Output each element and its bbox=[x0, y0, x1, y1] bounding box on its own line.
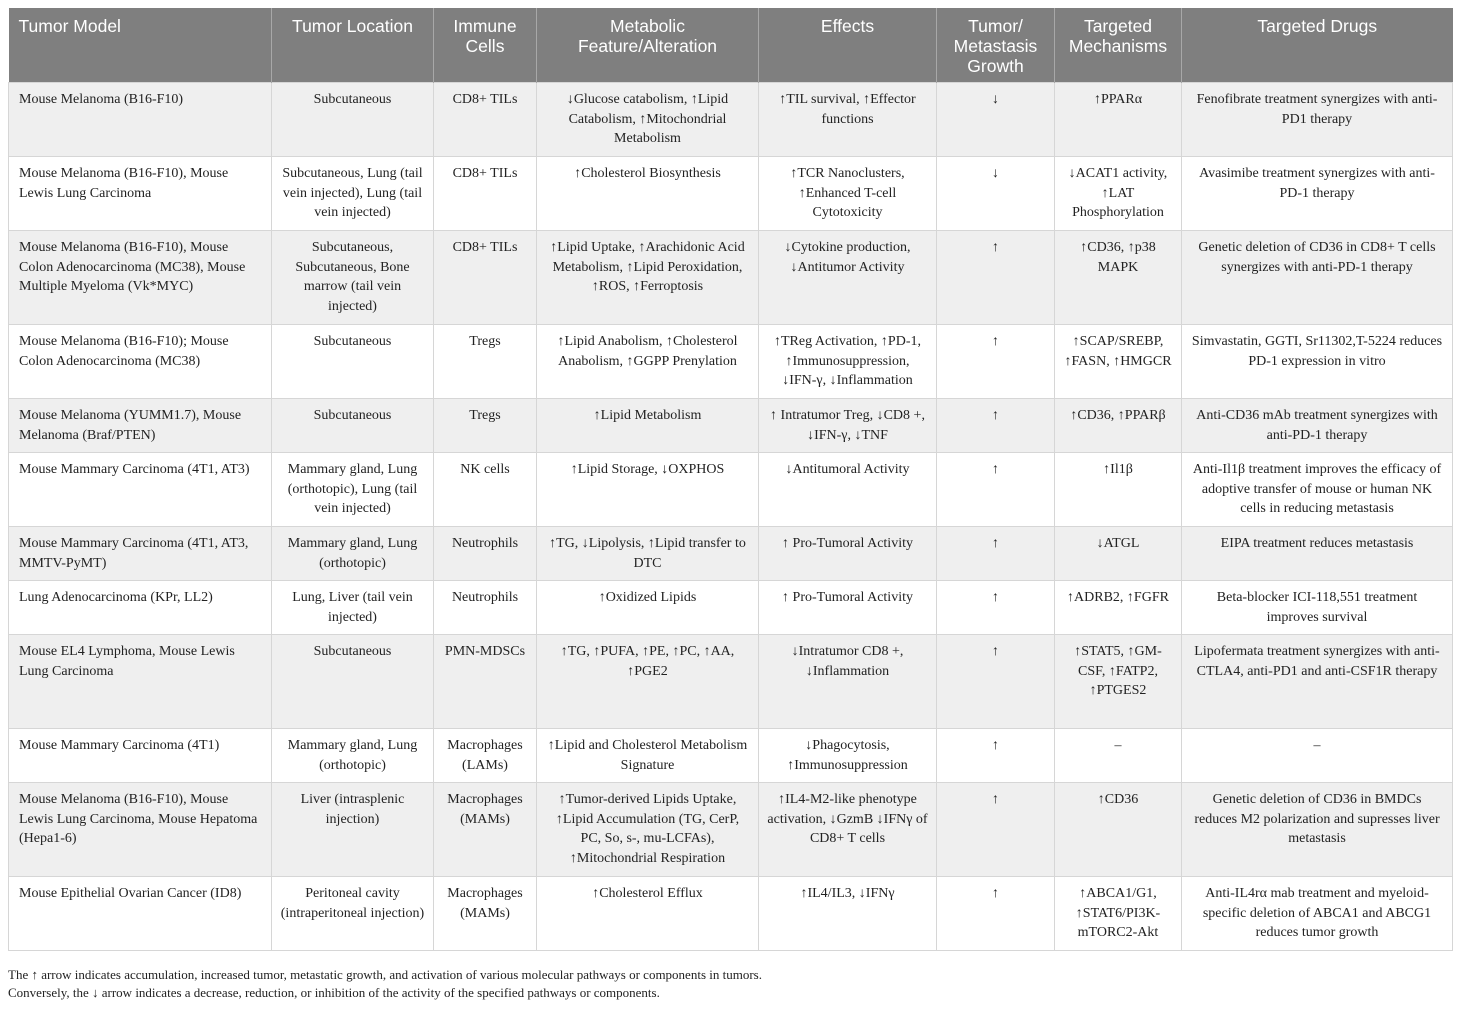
cell-drugs: Avasimibe treatment synergizes with anti-PD-1 therapy bbox=[1182, 157, 1453, 231]
header-growth: Tumor/ Metastasis Growth bbox=[937, 8, 1055, 83]
cell-cells: Macrophages (LAMs) bbox=[434, 729, 537, 783]
cell-effects: ↑IL4-M2-like phenotype activation, ↓GzmB ↓IFNγ of CD8+ T cells bbox=[759, 783, 937, 877]
cell-cells: Neutrophils bbox=[434, 527, 537, 581]
header-immune-cells: Immune Cells bbox=[434, 8, 537, 83]
cell-metabolic: ↑TG, ↓Lipolysis, ↑Lipid transfer to DTC bbox=[537, 527, 759, 581]
cell-mechanisms: ↑PPARα bbox=[1055, 83, 1182, 157]
table-row bbox=[9, 453, 1453, 527]
cell-drugs: Simvastatin, GGTI, Sr11302,T-5224 reduces PD-1 expression in vitro bbox=[1182, 325, 1453, 399]
cell-drugs: EIPA treatment reduces metastasis bbox=[1182, 527, 1453, 581]
cell-effects: ↓Phagocytosis, ↑Immunosuppression bbox=[759, 729, 937, 783]
table-row bbox=[9, 635, 1453, 729]
header-tumor-location: Tumor Location bbox=[272, 8, 434, 83]
cell-effects: ↑ Pro-Tumoral Activity bbox=[759, 581, 937, 635]
cell-metabolic: ↑Lipid and Cholesterol Metabolism Signature bbox=[537, 729, 759, 783]
table-row bbox=[9, 325, 1453, 399]
cell-metabolic: ↑Lipid Anabolism, ↑Cholesterol Anabolism, ↑GGPP Prenylation bbox=[537, 325, 759, 399]
table-row bbox=[9, 157, 1453, 231]
cell-growth: ↑ bbox=[937, 527, 1055, 581]
cell-mechanisms: – bbox=[1055, 729, 1182, 783]
cell-location: Subcutaneous, Subcutaneous, Bone marrow (tail vein injected) bbox=[272, 231, 434, 325]
cell-drugs: Genetic deletion of CD36 in BMDCs reduces M2 polarization and supresses liver metastasis bbox=[1182, 783, 1453, 877]
cell-growth: ↓ bbox=[937, 83, 1055, 157]
cell-effects: ↑ Intratumor Treg, ↓CD8 +, ↓IFN-γ, ↓TNF bbox=[759, 399, 937, 453]
cell-mechanisms: ↑SCAP/SREBP, ↑FASN, ↑HMGCR bbox=[1055, 325, 1182, 399]
cell-mechanisms: ↑ADRB2, ↑FGFR bbox=[1055, 581, 1182, 635]
cell-effects: ↑IL4/IL3, ↓IFNγ bbox=[759, 877, 937, 951]
cell-effects: ↓Cytokine production, ↓Antitumor Activity bbox=[759, 231, 937, 325]
cell-location: Subcutaneous bbox=[272, 83, 434, 157]
cell-effects: ↑TIL survival, ↑Effector functions bbox=[759, 83, 937, 157]
cell-model: Mouse Mammary Carcinoma (4T1, AT3, MMTV-PyMT) bbox=[9, 527, 272, 581]
cell-metabolic: ↓Glucose catabolism, ↑Lipid Catabolism, ↑Mitochondrial Metabolism bbox=[537, 83, 759, 157]
cell-growth: ↑ bbox=[937, 399, 1055, 453]
footnote-line-1: The ↑ arrow indicates accumulation, increased tumor, metastatic growth, and activation of various molecular pathways or components in tumors. bbox=[8, 967, 762, 982]
cell-effects: ↑TCR Nanoclusters, ↑Enhanced T-cell Cytotoxicity bbox=[759, 157, 937, 231]
cell-mechanisms: ↑CD36, ↑p38 MAPK bbox=[1055, 231, 1182, 325]
table-row bbox=[9, 729, 1453, 783]
cell-cells: CD8+ TILs bbox=[434, 231, 537, 325]
footnote-line-2: Conversely, the ↓ arrow indicates a decrease, reduction, or inhibition of the activity of the specified pathways or components. bbox=[8, 985, 660, 1000]
cell-mechanisms: ↑ABCA1/G1, ↑STAT6/PI3K-mTORC2-Akt bbox=[1055, 877, 1182, 951]
table-row bbox=[9, 231, 1453, 325]
header-targeted-drugs: Targeted Drugs bbox=[1182, 8, 1453, 83]
header-metabolic-feature: Metabolic Feature/Alteration bbox=[537, 8, 759, 83]
cell-metabolic: ↑Lipid Storage, ↓OXPHOS bbox=[537, 453, 759, 527]
cell-growth: ↑ bbox=[937, 783, 1055, 877]
cell-drugs: Anti-IL4rα mab treatment and myeloid-specific deletion of ABCA1 and ABCG1 reduces tumor growth bbox=[1182, 877, 1453, 951]
cell-growth: ↑ bbox=[937, 635, 1055, 729]
cell-model: Mouse Melanoma (B16-F10), Mouse Lewis Lung Carcinoma bbox=[9, 157, 272, 231]
cell-drugs: Fenofibrate treatment synergizes with anti-PD1 therapy bbox=[1182, 83, 1453, 157]
cell-model: Mouse Melanoma (B16-F10), Mouse Colon Adenocarcinoma (MC38), Mouse Multiple Myeloma (Vk*MYC) bbox=[9, 231, 272, 325]
cell-location: Lung, Liver (tail vein injected) bbox=[272, 581, 434, 635]
table-container bbox=[8, 8, 1452, 951]
cell-location: Subcutaneous, Lung (tail vein injected), Lung (tail vein injected) bbox=[272, 157, 434, 231]
header-row bbox=[9, 8, 1453, 83]
table-row bbox=[9, 83, 1453, 157]
cell-cells: Macrophages (MAMs) bbox=[434, 783, 537, 877]
cell-drugs: Lipofermata treatment synergizes with anti-CTLA4, anti-PD1 and anti-CSF1R therapy bbox=[1182, 635, 1453, 729]
table-row bbox=[9, 783, 1453, 877]
cell-metabolic: ↑Lipid Uptake, ↑Arachidonic Acid Metabolism, ↑Lipid Peroxidation, ↑ROS, ↑Ferroptosis bbox=[537, 231, 759, 325]
cell-location: Mammary gland, Lung (orthotopic) bbox=[272, 527, 434, 581]
cell-mechanisms: ↓ATGL bbox=[1055, 527, 1182, 581]
cell-drugs: Beta-blocker ICI-118,551 treatment improves survival bbox=[1182, 581, 1453, 635]
cell-mechanisms: ↑STAT5, ↑GM-CSF, ↑FATP2, ↑PTGES2 bbox=[1055, 635, 1182, 729]
cell-cells: NK cells bbox=[434, 453, 537, 527]
cell-growth: ↑ bbox=[937, 231, 1055, 325]
cell-growth: ↑ bbox=[937, 729, 1055, 783]
cell-metabolic: ↑Tumor-derived Lipids Uptake, ↑Lipid Accumulation (TG, CerP, PC, So, s-, mu-LCFAs), ↑Mitochondrial Respiration bbox=[537, 783, 759, 877]
cell-cells: Macrophages (MAMs) bbox=[434, 877, 537, 951]
header-effects: Effects bbox=[759, 8, 937, 83]
cell-model: Mouse Melanoma (YUMM1.7), Mouse Melanoma (Braf/PTEN) bbox=[9, 399, 272, 453]
cell-cells: Tregs bbox=[434, 399, 537, 453]
cell-drugs: Anti-CD36 mAb treatment synergizes with anti-PD-1 therapy bbox=[1182, 399, 1453, 453]
cell-metabolic: ↑Oxidized Lipids bbox=[537, 581, 759, 635]
cell-metabolic: ↑TG, ↑PUFA, ↑PE, ↑PC, ↑AA, ↑PGE2 bbox=[537, 635, 759, 729]
cell-growth: ↑ bbox=[937, 325, 1055, 399]
tumor-metabolism-table bbox=[8, 8, 1453, 951]
cell-metabolic: ↑Cholesterol Biosynthesis bbox=[537, 157, 759, 231]
cell-mechanisms: ↑Il1β bbox=[1055, 453, 1182, 527]
cell-location: Liver (intrasplenic injection) bbox=[272, 783, 434, 877]
cell-model: Mouse Epithelial Ovarian Cancer (ID8) bbox=[9, 877, 272, 951]
header-tumor-model: Tumor Model bbox=[9, 8, 272, 83]
cell-model: Mouse Melanoma (B16-F10), Mouse Lewis Lung Carcinoma, Mouse Hepatoma (Hepa1-6) bbox=[9, 783, 272, 877]
cell-model: Mouse Mammary Carcinoma (4T1) bbox=[9, 729, 272, 783]
cell-model: Mouse Melanoma (B16-F10); Mouse Colon Adenocarcinoma (MC38) bbox=[9, 325, 272, 399]
cell-location: Subcutaneous bbox=[272, 399, 434, 453]
cell-effects: ↑ Pro-Tumoral Activity bbox=[759, 527, 937, 581]
cell-growth: ↑ bbox=[937, 453, 1055, 527]
table-row bbox=[9, 527, 1453, 581]
cell-model: Lung Adenocarcinoma (KPr, LL2) bbox=[9, 581, 272, 635]
cell-effects: ↓Antitumoral Activity bbox=[759, 453, 937, 527]
cell-drugs: Anti-Il1β treatment improves the efficacy of adoptive transfer of mouse or human NK cells in reducing metastasis bbox=[1182, 453, 1453, 527]
cell-model: Mouse Mammary Carcinoma (4T1, AT3) bbox=[9, 453, 272, 527]
cell-location: Mammary gland, Lung (orthotopic), Lung (tail vein injected) bbox=[272, 453, 434, 527]
table-row bbox=[9, 399, 1453, 453]
cell-location: Peritoneal cavity (intraperitoneal injection) bbox=[272, 877, 434, 951]
cell-drugs: – bbox=[1182, 729, 1453, 783]
cell-location: Subcutaneous bbox=[272, 325, 434, 399]
table-row bbox=[9, 581, 1453, 635]
cell-cells: CD8+ TILs bbox=[434, 157, 537, 231]
cell-model: Mouse EL4 Lymphoma, Mouse Lewis Lung Carcinoma bbox=[9, 635, 272, 729]
table-row bbox=[9, 877, 1453, 951]
table-footnote bbox=[8, 966, 1452, 1002]
cell-mechanisms: ↑CD36 bbox=[1055, 783, 1182, 877]
cell-mechanisms: ↑CD36, ↑PPARβ bbox=[1055, 399, 1182, 453]
cell-cells: CD8+ TILs bbox=[434, 83, 537, 157]
cell-growth: ↓ bbox=[937, 157, 1055, 231]
cell-effects: ↓Intratumor CD8 +, ↓Inflammation bbox=[759, 635, 937, 729]
cell-model: Mouse Melanoma (B16-F10) bbox=[9, 83, 272, 157]
cell-mechanisms: ↓ACAT1 activity, ↑LAT Phosphorylation bbox=[1055, 157, 1182, 231]
cell-cells: Neutrophils bbox=[434, 581, 537, 635]
cell-metabolic: ↑Lipid Metabolism bbox=[537, 399, 759, 453]
header-targeted-mechanisms: Targeted Mechanisms bbox=[1055, 8, 1182, 83]
cell-effects: ↑TReg Activation, ↑PD-1, ↑Immunosuppression, ↓IFN-γ, ↓Inflammation bbox=[759, 325, 937, 399]
cell-growth: ↑ bbox=[937, 877, 1055, 951]
cell-metabolic: ↑Cholesterol Efflux bbox=[537, 877, 759, 951]
cell-drugs: Genetic deletion of CD36 in CD8+ T cells synergizes with anti-PD-1 therapy bbox=[1182, 231, 1453, 325]
cell-cells: Tregs bbox=[434, 325, 537, 399]
cell-growth: ↑ bbox=[937, 581, 1055, 635]
cell-cells: PMN-MDSCs bbox=[434, 635, 537, 729]
cell-location: Mammary gland, Lung (orthotopic) bbox=[272, 729, 434, 783]
cell-location: Subcutaneous bbox=[272, 635, 434, 729]
